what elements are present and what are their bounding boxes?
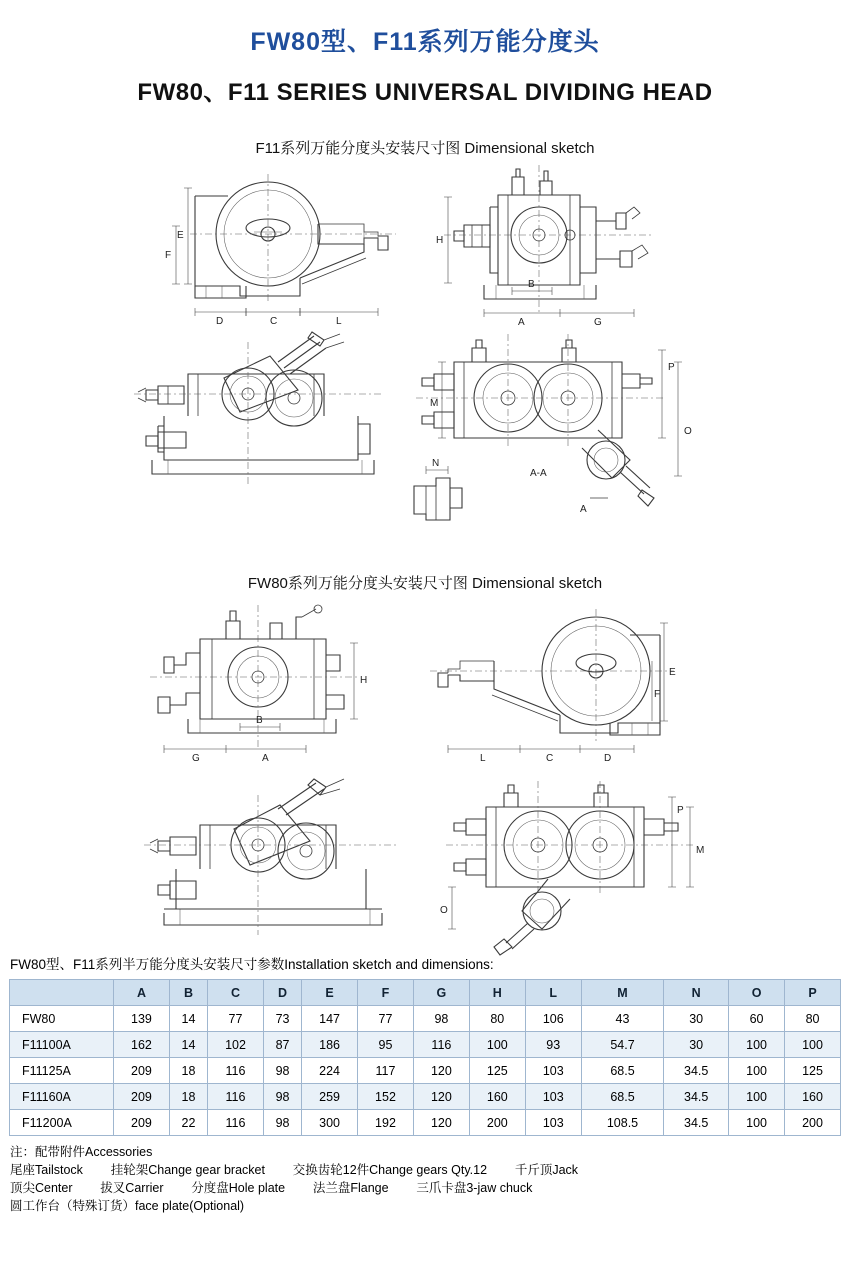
row-model: F11125A bbox=[10, 1058, 114, 1084]
cell: 43 bbox=[581, 1006, 664, 1032]
cell: 186 bbox=[302, 1032, 358, 1058]
svg-text:C: C bbox=[546, 753, 554, 764]
cell: 108.5 bbox=[581, 1110, 664, 1136]
cell: 116 bbox=[208, 1084, 264, 1110]
cell: 116 bbox=[208, 1058, 264, 1084]
cell: 34.5 bbox=[664, 1084, 729, 1110]
cell: 73 bbox=[263, 1006, 301, 1032]
svg-text:O: O bbox=[440, 905, 448, 916]
cell: 30 bbox=[664, 1032, 729, 1058]
table-col-G: G bbox=[413, 980, 469, 1006]
cell: 98 bbox=[263, 1110, 301, 1136]
row-model: F11160A bbox=[10, 1084, 114, 1110]
cell: 80 bbox=[469, 1006, 525, 1032]
cell: 106 bbox=[525, 1006, 581, 1032]
cell: 100 bbox=[785, 1032, 841, 1058]
cell: 117 bbox=[358, 1058, 414, 1084]
fw80-side-view bbox=[130, 603, 400, 768]
cell: 60 bbox=[729, 1006, 785, 1032]
notes-line-4: 圆工作台（特殊订货）face plate(Optional) bbox=[10, 1199, 245, 1213]
table-row bbox=[10, 1110, 841, 1136]
table-row bbox=[10, 1084, 841, 1110]
svg-text:B: B bbox=[256, 715, 263, 726]
section-caption-f11: F11系列万能分度头安装尺寸图 Dimensional sketch bbox=[255, 140, 595, 157]
svg-text:G: G bbox=[192, 753, 200, 764]
section-caption-fw80: FW80系列万能分度头安装尺寸图 Dimensional sketch bbox=[247, 575, 603, 592]
cell: 192 bbox=[358, 1110, 414, 1136]
table-col-N: N bbox=[664, 980, 729, 1006]
cell: 68.5 bbox=[581, 1084, 664, 1110]
table-col-D: D bbox=[263, 980, 301, 1006]
cell: 152 bbox=[358, 1084, 414, 1110]
f11-front-view bbox=[150, 166, 400, 326]
fw80-angled-view bbox=[130, 773, 410, 943]
table-row bbox=[10, 1032, 841, 1058]
accessories-notes bbox=[10, 1143, 850, 1215]
svg-text:H: H bbox=[360, 675, 368, 686]
svg-text:D: D bbox=[604, 753, 612, 764]
cell: 98 bbox=[263, 1084, 301, 1110]
f11-angled-view bbox=[128, 328, 398, 498]
cell: 209 bbox=[114, 1084, 170, 1110]
svg-text:H: H bbox=[436, 235, 444, 246]
cell: 162 bbox=[114, 1032, 170, 1058]
cell: 224 bbox=[302, 1058, 358, 1084]
cell: 103 bbox=[525, 1110, 581, 1136]
cell: 147 bbox=[302, 1006, 358, 1032]
f11-section-detail-aa bbox=[396, 458, 506, 528]
cell: 18 bbox=[169, 1084, 207, 1110]
table-row bbox=[10, 1006, 841, 1032]
fw80-front-view bbox=[420, 603, 680, 768]
svg-text:P: P bbox=[677, 805, 684, 816]
cell: 77 bbox=[208, 1006, 264, 1032]
catalog-page bbox=[0, 22, 850, 1279]
cell: 160 bbox=[785, 1084, 841, 1110]
svg-text:L: L bbox=[336, 316, 342, 326]
table-col-M: M bbox=[581, 980, 664, 1006]
cell: 120 bbox=[413, 1058, 469, 1084]
cell: 300 bbox=[302, 1110, 358, 1136]
cell: 34.5 bbox=[664, 1058, 729, 1084]
cell: 116 bbox=[413, 1032, 469, 1058]
table-col-E: E bbox=[302, 980, 358, 1006]
cell: 100 bbox=[729, 1084, 785, 1110]
cell: 87 bbox=[263, 1032, 301, 1058]
page-title-cn: FW80型、F11系列万能分度头 bbox=[250, 28, 600, 56]
table-col-L: L bbox=[525, 980, 581, 1006]
table-col-F: F bbox=[358, 980, 414, 1006]
f11-side-view bbox=[420, 163, 680, 328]
cell: 100 bbox=[729, 1032, 785, 1058]
fw80-drawing-group bbox=[0, 593, 850, 953]
row-model: FW80 bbox=[10, 1006, 114, 1032]
svg-text:E: E bbox=[669, 667, 676, 678]
svg-text:E: E bbox=[177, 230, 184, 241]
cell: 116 bbox=[208, 1110, 264, 1136]
table-col-C: C bbox=[208, 980, 264, 1006]
cell: 120 bbox=[413, 1110, 469, 1136]
dimensions-table bbox=[9, 979, 841, 1136]
cell: 209 bbox=[114, 1058, 170, 1084]
cell: 139 bbox=[114, 1006, 170, 1032]
table-col-B: B bbox=[169, 980, 207, 1006]
svg-text:D: D bbox=[216, 316, 224, 326]
cell: 34.5 bbox=[664, 1110, 729, 1136]
cell: 160 bbox=[469, 1084, 525, 1110]
cell: 14 bbox=[169, 1006, 207, 1032]
cell: 80 bbox=[785, 1006, 841, 1032]
cell: 103 bbox=[525, 1084, 581, 1110]
cell: 103 bbox=[525, 1058, 581, 1084]
svg-text:A: A bbox=[580, 504, 587, 515]
svg-text:M: M bbox=[430, 398, 439, 409]
cell: 14 bbox=[169, 1032, 207, 1058]
svg-text:F: F bbox=[165, 250, 172, 261]
svg-text:A-A: A-A bbox=[530, 468, 547, 479]
table-col-A: A bbox=[114, 980, 170, 1006]
table-header-row bbox=[10, 980, 841, 1006]
cell: 77 bbox=[358, 1006, 414, 1032]
row-model: F11100A bbox=[10, 1032, 114, 1058]
svg-text:C: C bbox=[270, 316, 278, 326]
cell: 98 bbox=[263, 1058, 301, 1084]
cell: 100 bbox=[729, 1058, 785, 1084]
cell: 54.7 bbox=[581, 1032, 664, 1058]
cell: 100 bbox=[729, 1110, 785, 1136]
f11-drawing-group bbox=[0, 158, 850, 548]
cell: 125 bbox=[785, 1058, 841, 1084]
page-title-en: FW80、F11 SERIES UNIVERSAL DIVIDING HEAD bbox=[137, 79, 713, 106]
table-col-H: H bbox=[469, 980, 525, 1006]
fw80-plan-view bbox=[430, 771, 720, 961]
cell: 98 bbox=[413, 1006, 469, 1032]
cell: 68.5 bbox=[581, 1058, 664, 1084]
cell: 120 bbox=[413, 1084, 469, 1110]
svg-text:G: G bbox=[594, 317, 602, 328]
cell: 93 bbox=[525, 1032, 581, 1058]
notes-line-1: 注：配带附件Accessories bbox=[10, 1145, 153, 1159]
svg-text:A: A bbox=[518, 317, 525, 328]
table-row bbox=[10, 1058, 841, 1084]
notes-line-3: 顶尖Center 拔叉Carrier 分度盘Hole plate 法兰盘Flange 三爪卡盘3-jaw chuck bbox=[10, 1181, 533, 1195]
cell: 200 bbox=[785, 1110, 841, 1136]
svg-text:M: M bbox=[696, 845, 705, 856]
cell: 95 bbox=[358, 1032, 414, 1058]
cell: 30 bbox=[664, 1006, 729, 1032]
svg-text:O: O bbox=[684, 426, 692, 437]
table-col-P: P bbox=[785, 980, 841, 1006]
notes-line-2: 尾座Tailstock 挂轮架Change gear bracket 交换齿轮12件Change gears Qty.12 千斤顶Jack bbox=[10, 1163, 579, 1177]
cell: 259 bbox=[302, 1084, 358, 1110]
cell: 22 bbox=[169, 1110, 207, 1136]
cell: 100 bbox=[469, 1032, 525, 1058]
cell: 18 bbox=[169, 1058, 207, 1084]
table-corner-cell bbox=[10, 980, 114, 1006]
table-col-O: O bbox=[729, 980, 785, 1006]
svg-text:B: B bbox=[528, 279, 535, 290]
table-caption: FW80型、F11系列半万能分度头安装尺寸参数Installation sketch and dimensions: bbox=[10, 957, 494, 972]
svg-text:A: A bbox=[262, 753, 269, 764]
row-model: F11200A bbox=[10, 1110, 114, 1136]
svg-text:F: F bbox=[654, 689, 661, 700]
svg-text:L: L bbox=[480, 753, 486, 764]
svg-text:N: N bbox=[432, 458, 440, 469]
svg-text:P: P bbox=[668, 362, 675, 373]
cell: 125 bbox=[469, 1058, 525, 1084]
cell: 200 bbox=[469, 1110, 525, 1136]
cell: 209 bbox=[114, 1110, 170, 1136]
cell: 102 bbox=[208, 1032, 264, 1058]
